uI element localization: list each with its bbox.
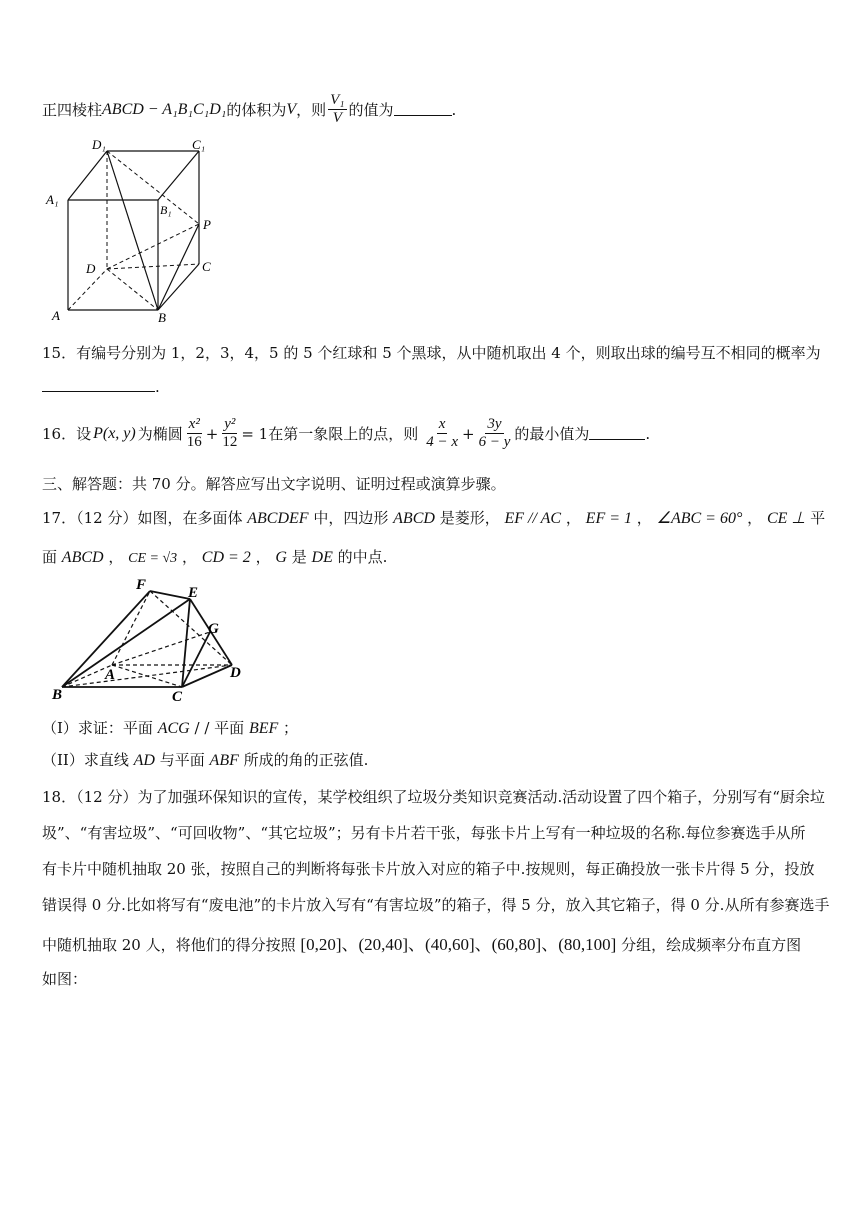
q16-e-num2: y²	[224, 416, 236, 432]
label-A1: A₁	[46, 192, 59, 207]
q14-answer-blank[interactable]	[394, 103, 452, 116]
q16-ellipse-x-term	[185, 416, 204, 451]
q17-line1-a: 17．（12 分）如图，在多面体	[42, 509, 243, 527]
q16-plus2: +	[462, 424, 475, 443]
label-D: D	[86, 261, 96, 276]
fig2-label-C: C	[172, 689, 183, 705]
q17-p1-b: / / 平面	[194, 719, 245, 737]
q16-e-den2: 12	[222, 434, 238, 450]
q17-line2-c: 的中点.	[337, 548, 388, 566]
label-B1: B₁	[160, 203, 172, 217]
q14-prism: ABCD − A₁B₁C₁D₁	[102, 100, 227, 118]
q17-p1-c: ；	[283, 719, 299, 737]
polyhedron-figure	[50, 575, 260, 705]
q17-line1-b: 中，四边形	[313, 509, 389, 527]
q17-p1-acg: ACG	[157, 720, 190, 737]
q16-mid1: 为椭圆	[137, 425, 183, 443]
q16-plus1: +	[205, 424, 219, 443]
q17-cond1: EF // AC	[504, 510, 562, 527]
fig2-label-A: A	[105, 667, 116, 683]
q17-quad: ABCD	[393, 510, 435, 527]
q17-p2-abf: ABF	[209, 752, 239, 769]
q17-p2-ad: AD	[133, 752, 155, 769]
q16-line	[42, 416, 650, 451]
q15-end: .	[155, 378, 160, 396]
q17-g: G	[275, 549, 287, 566]
q18-intervals: [0,20]、(20,40]、(40,60]、(60,80]、(80,100]	[300, 935, 617, 954]
q17-line2	[42, 546, 387, 567]
q17-line1	[42, 507, 825, 528]
q17-part1	[42, 717, 298, 738]
q14-v: V	[286, 100, 297, 118]
q17-line1-c: 是菱形，	[439, 509, 500, 527]
q14-end: .	[451, 100, 457, 119]
label-D1: D₁	[92, 138, 106, 152]
q17-p1-a: （I）求证：平面	[42, 719, 153, 737]
q17-comma5: ，	[181, 548, 197, 566]
q16-end: .	[645, 424, 651, 443]
q17-cond5: CE = √3	[128, 551, 178, 566]
q18-line2: 圾”、“有害垃圾”、“可回收物”、“其它垃圾”；另有卡片若干张，每张卡片上写有一种垃圾的名称.每位参赛选手从所	[42, 824, 806, 842]
q16-f-num1: x	[438, 416, 446, 432]
label-B: B	[158, 310, 166, 325]
q17-p2-b: 与平面	[159, 751, 205, 769]
q17-comma2: ，	[636, 509, 652, 527]
fig2-label-G: G	[208, 621, 219, 637]
q18-line6: 如图：	[42, 970, 88, 988]
q17-p2-c: 所成的角的正弦值.	[243, 751, 369, 769]
label-P: P	[203, 217, 211, 232]
q15-line1: 15．有编号分别为 1，2，3，4，5 的 5 个红球和 5 个黑球，从中随机取出 4 个，则取出球的编号互不相同的概率为	[42, 344, 821, 362]
q16-e-num1: x²	[188, 416, 200, 432]
q14-line	[42, 92, 456, 127]
q16-expr-term1	[424, 416, 460, 451]
q16-mid2: 在第一象限上的点，则	[268, 425, 419, 443]
fig2-label-B: B	[52, 687, 63, 703]
q16-f-num2: 3y	[487, 416, 502, 432]
q15-answer-blank[interactable]	[42, 379, 155, 392]
q16-suffix: 的最小值为	[514, 425, 590, 443]
q14-mid: 的体积为	[226, 101, 287, 119]
q16-f-den1: 4 − x	[426, 434, 459, 450]
section-3-heading: 三、解答题：共 70 分。解答应写出文字说明、证明过程或演算步骤。	[42, 475, 506, 493]
label-A: A	[52, 308, 60, 323]
q16-e-den1: 16	[186, 434, 202, 450]
q17-comma4: ，	[108, 548, 124, 566]
q17-line2-a: 面	[42, 548, 58, 566]
q16-f-den2: 6 − y	[478, 434, 511, 450]
q17-line2-b: 是	[291, 548, 307, 566]
q17-line1-d: 平	[810, 509, 826, 527]
q16-answer-blank[interactable]	[589, 427, 645, 440]
prism-figure	[44, 138, 224, 328]
q17-comma6: ，	[255, 548, 271, 566]
q18-line4: 错误得 0 分.比如将写有“废电池”的卡片放入写有“有害垃圾”的箱子，得 5 分，放入其它箱子，得 0 分.从所有参赛选手	[42, 896, 830, 914]
q14-frac-num: V₁	[330, 92, 345, 108]
q17-cond4: CE ⊥	[766, 510, 806, 527]
q17-de: DE	[311, 549, 333, 566]
q18-line5-b: 分组，绘成频率分布直方图	[621, 936, 802, 954]
q17-p2-a: （II）求直线	[42, 751, 129, 769]
fig2-label-D: D	[230, 665, 241, 681]
label-C1: C₁	[192, 138, 206, 152]
q18-line5	[42, 930, 801, 955]
q18-line5-a: 中随机抽取 20 人，将他们的得分按照	[42, 936, 296, 954]
q17-p1-bef: BEF	[248, 720, 279, 737]
q17-cond6: CD = 2	[201, 549, 251, 566]
q17-cond3: ∠ABC = 60°	[656, 510, 743, 527]
q14-then: ，则	[296, 101, 327, 119]
q17-cond2: EF = 1	[585, 510, 633, 527]
q17-comma1: ，	[565, 509, 581, 527]
q14-prefix: 正四棱柱	[42, 101, 103, 119]
q16-expr-term2	[477, 416, 513, 451]
q18-line1: 18．（12 分）为了加强环保知识的宣传，某学校组织了垃圾分类知识竞赛活动.活动设置了四个箱子，分别写有“厨余垃	[42, 788, 825, 806]
q18-line3: 有卡片中随机抽取 20 张，按照自己的判断将每张卡片放入对应的箱子中.按规则，每正确投放一张卡片得 5 分，投放	[42, 860, 815, 878]
q14-frac-den: V	[332, 110, 342, 126]
q17-comma3: ，	[747, 509, 763, 527]
q16-ellipse-y-term	[220, 416, 239, 451]
fig2-label-E: E	[188, 585, 199, 601]
q14-suffix: 的值为	[348, 101, 394, 119]
q17-plane: ABCD	[61, 549, 104, 566]
q14-fraction	[328, 92, 346, 127]
q17-part2	[42, 749, 368, 770]
fig2-label-F: F	[136, 577, 147, 593]
label-C: C	[202, 259, 211, 274]
q16-prefix: 16．设	[42, 425, 92, 443]
q15-line2	[42, 378, 160, 396]
q16-point: P(x, y)	[93, 424, 136, 442]
q17-poly: ABCDEF	[247, 510, 309, 527]
q16-eq: = 1	[241, 424, 269, 443]
